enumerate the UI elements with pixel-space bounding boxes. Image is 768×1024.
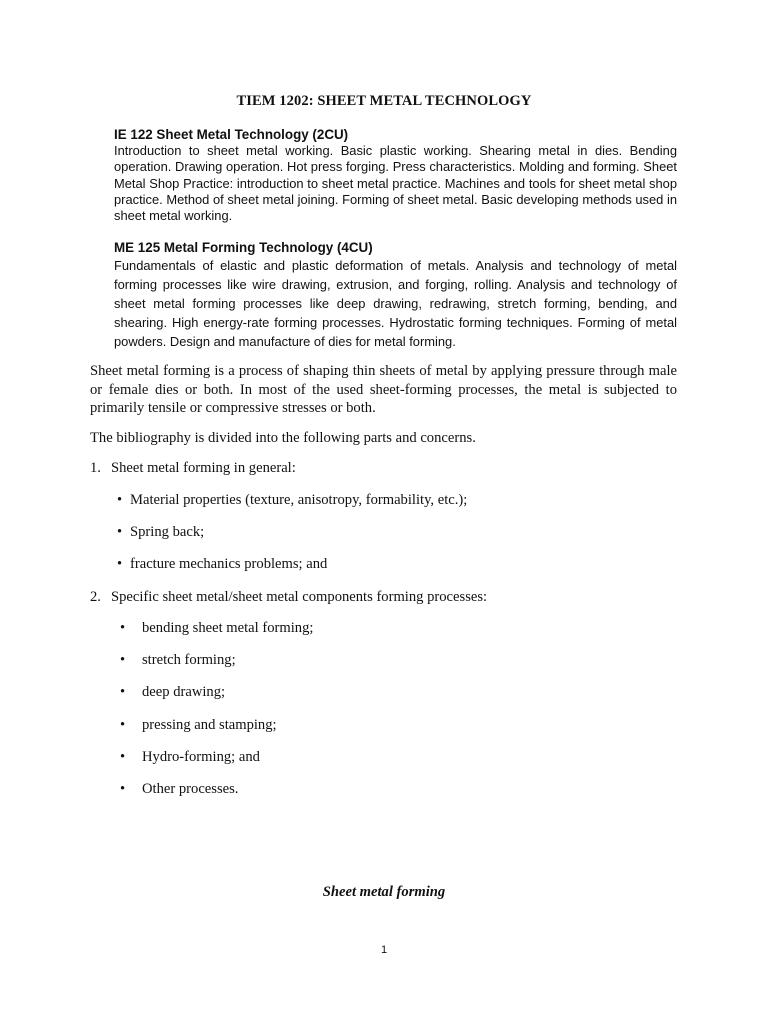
bullet-icon: • [120, 684, 126, 700]
list-item [120, 717, 277, 734]
item-label: Specific sheet metal/sheet metal components forming processes: [111, 589, 488, 605]
list-item-text: Other processes. [142, 781, 239, 797]
item-label: Sheet metal forming in general: [111, 460, 296, 476]
numbered-item-2 [90, 589, 487, 606]
list-item [117, 492, 467, 509]
bullet-icon: • [120, 781, 126, 797]
list-item [120, 652, 236, 669]
list-item-text: deep drawing; [142, 684, 226, 700]
page-number: 1 [380, 944, 388, 956]
list-item [120, 749, 260, 766]
course-description: Introduction to sheet metal working. Basic plastic working. Shearing metal in dies. Bending operation. Drawing operation. Hot press forging. Press characteristics. Molding and forming. Sheet Metal Shop Practice: introduction to sheet metal practice. Machines and tools for sheet metal shop practice. Method of sheet metal joining. Forming of sheet metal. Basic developing methods used in sheet metal working. [114, 143, 677, 224]
bullet-icon: • [120, 749, 126, 765]
bullet-icon: • [117, 556, 123, 572]
list-item-text: stretch forming; [142, 652, 236, 668]
list-item [117, 524, 204, 541]
list-item-text: Material properties (texture, anisotropy, formability, etc.); [130, 492, 468, 508]
section-heading: Sheet metal forming [322, 884, 446, 900]
list-item [117, 556, 327, 573]
numbered-item-1 [90, 460, 296, 477]
course-heading: ME 125 Metal Forming Technology (4CU) [114, 240, 373, 255]
list-item-text: pressing and stamping; [142, 717, 277, 733]
list-item [120, 781, 238, 798]
document-title: TIEM 1202: SHEET METAL TECHNOLOGY [236, 93, 532, 109]
bullet-icon: • [117, 524, 123, 540]
bullet-icon: • [117, 492, 123, 508]
item-number: 2. [90, 589, 101, 605]
bullet-icon: • [120, 620, 126, 636]
list-item-text: bending sheet metal forming; [142, 620, 314, 636]
list-item [120, 684, 225, 701]
list-item-text: Hydro-forming; and [142, 749, 260, 765]
list-item-text: fracture mechanics problems; and [130, 556, 328, 572]
list-item [120, 620, 313, 637]
item-number: 1. [90, 460, 101, 476]
course-heading: IE 122 Sheet Metal Technology (2CU) [114, 127, 349, 142]
bullet-icon: • [120, 717, 126, 733]
list-item-text: Spring back; [130, 524, 205, 540]
bibliography-paragraph: The bibliography is divided into the following parts and concerns. [90, 430, 476, 446]
bullet-icon: • [120, 652, 126, 668]
course-block-me125 [114, 240, 677, 351]
intro-paragraph: Sheet metal forming is a process of shaping thin sheets of metal by applying pressure through male or female dies or both. In most of the used sheet-forming processes, the metal is subjected to primarily tensile or compressive stresses or both. [90, 363, 677, 416]
course-block-ie122 [114, 127, 677, 224]
course-description: Fundamentals of elastic and plastic deformation of metals. Analysis and technology of metal forming processes like wire drawing, extrusion, and forging, rolling. Analysis and technology of sheet metal forming processes like deep drawing, redrawing, stretch forming, bending, and shearing. High energy-rate forming processes. Hydrostatic forming techniques. Forming of metal powders. Design and manufacture of dies for metal forming. [114, 258, 677, 350]
